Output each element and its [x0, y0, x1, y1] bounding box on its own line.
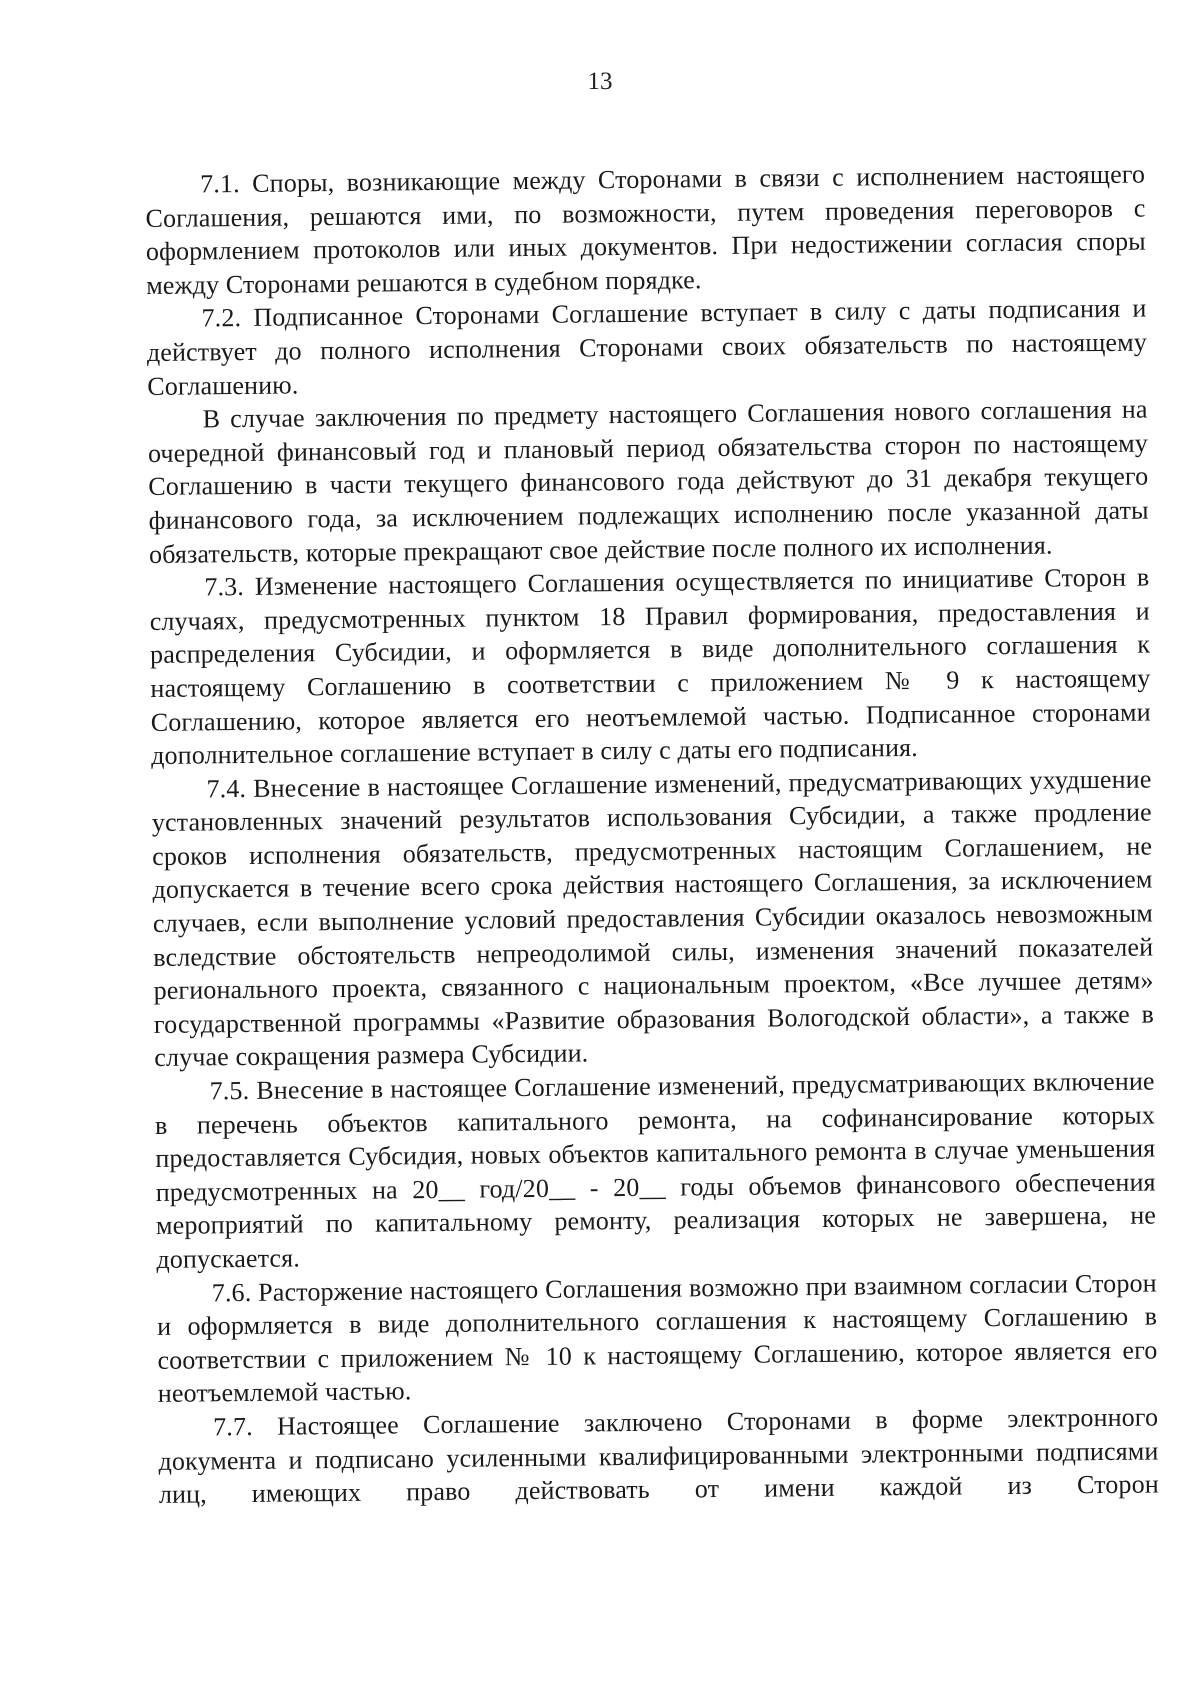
page-number: 13 [587, 68, 613, 95]
paragraph-7-2-continuation: В случае заключения по предмету настоящего Соглашения нового соглашения на очередной финансовый год и плановый период обязательства сторон по настоящему Соглашению в части текущего финансового года действуют до 31 декабря текущего финансового года, за исключением подлежащих исполнению после указанной даты обязательств, которые прекращают свое действие после полного их исполнения. [147, 394, 1149, 569]
paragraph-7-6: 7.6. Расторжение настоящего Соглашения возможно при взаимном согласии Сторон и оформляется в виде дополнительного соглашения к настоящему Соглашению в соответствии с приложением № 10 к настоящему Соглашению, которое является его неотъемлемой частью. [156, 1268, 1158, 1409]
paragraph-7-2: 7.2. Подписанное Сторонами Соглашение вступает в силу с даты подписания и действует до полного исполнения Сторонами своих обязательств по настоящему Соглашению. [146, 293, 1148, 401]
paragraph-7-5: 7.5. Внесение в настоящее Соглашение изменений, предусматривающих включение в перечень объектов капитального ремонта, на софинансирование которых предоставляется Субсидия, новых объектов капитального ремонта в случае уменьшения предусмотренных на 20__ год/20__ - 20__ годы объемов финансового обеспечения мероприятий по капитальному ремонту, реализация которых не завершена, не допускается. [154, 1066, 1157, 1274]
paragraph-7-1: 7.1. Споры, возникающие между Сторонами в связи с исполнением настоящего Соглашения, решаются ими, по возможности, путем проведения переговоров с оформлением протоколов или иных документов. При недостижении согласия споры между Сторонами решаются в судебном порядке. [145, 159, 1146, 300]
document-body [145, 158, 1159, 1512]
paragraph-7-7: 7.7. Настоящее Соглашение заключено Сторонами в форме электронного документа и подписано усиленными квалифицированными электронными подписями лиц, имеющих право действовать от имени каждой из Сторон [158, 1402, 1159, 1510]
paragraph-7-3: 7.3. Изменение настоящего Соглашения осуществляется по инициативе Сторон в случаях, предусмотренных пунктом 18 Правил формирования, предоставления и распределения Субсидии, и оформляется в виде дополнительного соглашения к настоящему Соглашению в соответствии с приложением № 9 к настоящему Соглашению, которое является его неотъемлемой частью. Подписанное сторонами дополнительное соглашение вступает в силу с даты его подписания. [149, 562, 1151, 771]
paragraph-7-4: 7.4. Внесение в настоящее Соглашение изменений, предусматривающих ухудшение установленных значений результатов использования Субсидии, а также продление сроков исполнения обязательств, предусмотренных настоящим Соглашением, не допускается в течение всего срока действия настоящего Соглашения, за исключением случаев, если выполнение условий предоставления Субсидии оказалось невозможным вследствие обстоятельств непреодолимой силы, изменения значений показателей регионального проекта, связанного с национальным проектом, «Все лучшее детям» государственной программы «Развитие образования Вологодской области», а также в случае сокращения размера Субсидии. [151, 764, 1155, 1073]
